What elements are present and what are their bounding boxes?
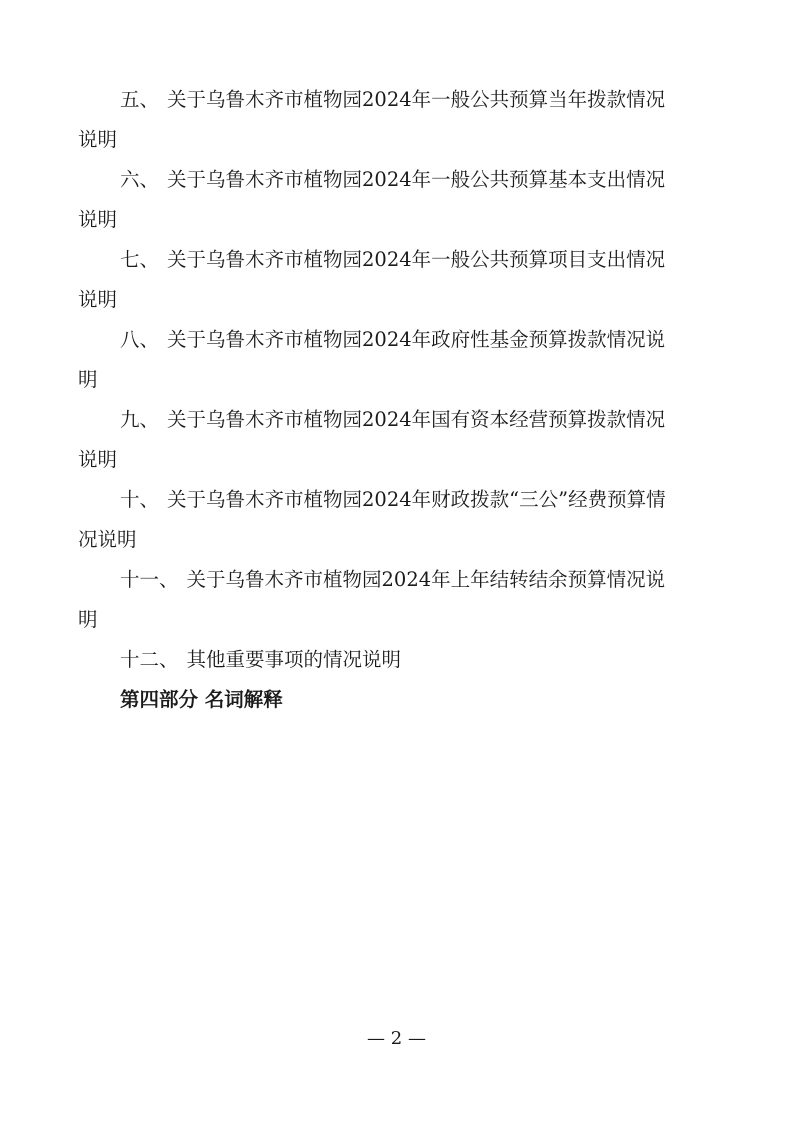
toc-item-10	[78, 480, 718, 560]
item-number: 十一、	[120, 568, 179, 591]
item-text: 关于乌鲁木齐市植物园2024年上年结转结余预算情况说	[186, 568, 666, 591]
item-text: 关于乌鲁木齐市植物园2024年一般公共预算当年拨款情况	[167, 88, 666, 111]
toc-item-5	[78, 80, 718, 160]
item-text: 关于乌鲁木齐市植物园2024年政府性基金预算拨款情况说	[167, 328, 666, 351]
page-number: — 2 —	[367, 1028, 426, 1049]
toc-item-7	[78, 240, 718, 320]
item-text-continued: 说明	[78, 448, 118, 471]
section-heading: 第四部分 名词解释	[120, 688, 283, 711]
item-text: 关于乌鲁木齐市植物园2024年国有资本经营预算拨款情况	[167, 408, 666, 431]
item-text: 关于乌鲁木齐市植物园2024年财政拨款“三公”经费预算情	[167, 488, 666, 511]
item-text-continued: 说明	[78, 128, 118, 151]
item-text: 关于乌鲁木齐市植物园2024年一般公共预算项目支出情况	[167, 248, 666, 271]
item-text-continued: 明	[78, 608, 98, 631]
item-number: 七、	[120, 248, 160, 271]
toc-item-6	[78, 160, 718, 240]
toc-item-11	[78, 560, 718, 640]
toc-item-8	[78, 320, 718, 400]
item-number: 九、	[120, 408, 160, 431]
item-text-continued: 明	[78, 368, 98, 391]
item-number: 十二、	[120, 648, 179, 671]
toc-item-9	[78, 400, 718, 480]
item-text-continued: 说明	[78, 208, 118, 231]
item-text-continued: 况说明	[78, 528, 137, 551]
item-number: 十、	[120, 488, 160, 511]
item-text: 关于乌鲁木齐市植物园2024年一般公共预算基本支出情况	[167, 168, 666, 191]
item-text-continued: 说明	[78, 288, 118, 311]
toc-item-12	[78, 640, 718, 680]
item-number: 五、	[120, 88, 160, 111]
item-number: 六、	[120, 168, 160, 191]
item-text: 其他重要事项的情况说明	[186, 648, 402, 671]
item-number: 八、	[120, 328, 160, 351]
